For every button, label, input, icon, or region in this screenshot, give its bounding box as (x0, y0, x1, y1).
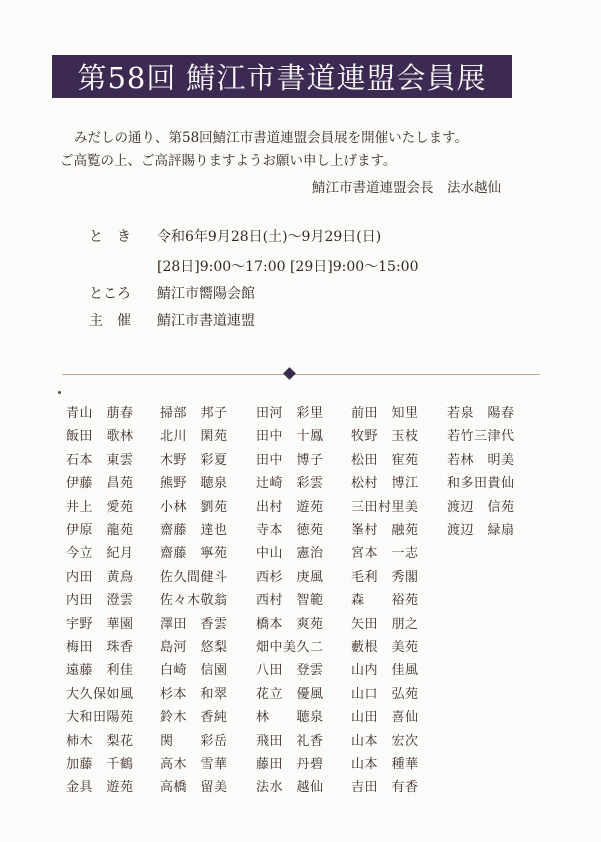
member-name: 小林 劉苑 (160, 499, 228, 515)
member-name: 飯田 歌林 (66, 429, 134, 445)
member-name: 寺本 徳苑 (256, 523, 324, 538)
member-name: 西杉 庚風 (256, 569, 324, 585)
member-name: 井上 愛苑 (66, 499, 134, 515)
member-name: 金具 遊苑 (66, 780, 134, 796)
greeting-line-2: ご高覧の上、ご高評賜りますようお願い申し上げます。 (60, 153, 397, 169)
where-label: ところ (89, 286, 131, 302)
member-name: 吉田 有香 (351, 780, 419, 796)
member-name: 八田 登雲 (256, 663, 324, 679)
when-value: 令和6年9月28日(土)～9月29日(日) (157, 229, 382, 245)
member-name: 島河 悠梨 (160, 640, 228, 655)
member-name: 松村 博江 (351, 476, 419, 492)
member-name: 宮本 一志 (351, 546, 419, 562)
member-name: 出村 遊苑 (256, 499, 324, 515)
member-name: 藪根 美苑 (351, 640, 419, 655)
divider-diamond-ornament (283, 367, 296, 380)
member-name: 飛田 礼香 (256, 733, 324, 749)
member-name: 齋藤 達也 (160, 523, 228, 538)
member-name: 田中 十鳳 (256, 429, 324, 445)
member-name: 和多田貴仙 (447, 476, 515, 492)
member-name: 佐々木敬翁 (160, 593, 228, 609)
president-signature: 鯖江市書道連盟会長 法水越仙 (312, 180, 501, 196)
member-name: 山本 種華 (351, 757, 419, 772)
member-name: 柿木 梨花 (66, 733, 134, 749)
decorative-dot (58, 391, 61, 394)
member-name: 牧野 玉枝 (351, 429, 419, 445)
member-name: 林 聴泉 (256, 710, 324, 726)
host-value: 鯖江市書道連盟 (157, 313, 255, 329)
member-name: 若林 明美 (447, 452, 515, 468)
member-name: 杉本 和翠 (160, 686, 228, 702)
member-name: 澤田 香雲 (160, 616, 228, 632)
member-name: 遠藤 利佳 (66, 663, 134, 679)
member-name: 藤田 丹碧 (256, 757, 324, 772)
member-name: 熊野 聴泉 (160, 476, 228, 492)
member-name: 白崎 信園 (160, 663, 228, 679)
where-value: 鯖江市嚮陽会館 (157, 286, 255, 302)
member-name: 若泉 陽春 (447, 406, 515, 421)
member-name: 辻崎 彩雲 (256, 476, 324, 492)
member-name: 内田 澄雲 (66, 593, 134, 609)
member-name: 橋本 爽苑 (256, 616, 324, 632)
member-name: 佐久間健斗 (160, 569, 228, 585)
member-name: 毛利 秀閣 (351, 569, 419, 585)
member-list (0, 402, 601, 802)
member-name: 内田 黄鳥 (66, 569, 134, 585)
member-name: 高橋 留美 (160, 780, 228, 796)
member-name: 大久保如風 (66, 686, 134, 702)
member-name: 梅田 珠香 (66, 640, 134, 655)
member-name: 松田 寉苑 (351, 452, 419, 468)
member-name: 大和田陽苑 (66, 710, 134, 726)
host-label: 主 催 (89, 313, 131, 329)
member-name: 齋藤 寧苑 (160, 546, 228, 562)
member-name: 前田 知里 (351, 406, 419, 421)
member-name: 山本 宏次 (351, 733, 419, 749)
greeting-line-1: みだしの通り、第58回鯖江市書道連盟会員展を開催いたします。 (74, 130, 469, 146)
member-name: 中山 憲治 (256, 546, 324, 562)
member-name: 掃部 邦子 (160, 406, 228, 421)
when-label: と き (89, 229, 131, 245)
member-name: 高木 雪華 (160, 757, 228, 772)
member-name: 法水 越仙 (256, 780, 324, 796)
member-name: 峯村 融苑 (351, 523, 419, 538)
title-banner (52, 55, 512, 98)
member-name: 関 彩岳 (160, 733, 228, 749)
member-name: 若竹三津代 (447, 429, 515, 445)
member-name: 鈴木 香純 (160, 710, 228, 726)
member-name: 青山 萠春 (66, 406, 134, 421)
member-name: 渡辺 信苑 (447, 499, 515, 515)
member-name: 木野 彩夏 (160, 452, 228, 468)
opening-hours: [28日]9:00～17:00 [29日]9:00～15:00 (157, 259, 419, 275)
exhibition-title: 第58回 鯖江市書道連盟会員展 (77, 61, 487, 95)
member-name: 今立 紀月 (66, 546, 134, 562)
member-name: 矢田 朋之 (351, 616, 419, 632)
member-name: 三田村里美 (351, 499, 419, 515)
member-name: 石本 東雲 (66, 452, 134, 468)
member-name: 田中 博子 (256, 452, 324, 468)
member-name: 畑中美久二 (256, 640, 324, 655)
member-name: 北川 閑苑 (160, 429, 228, 445)
member-name: 加藤 千鶴 (66, 757, 134, 772)
member-name: 宇野 華園 (66, 616, 134, 632)
member-name: 森 裕苑 (351, 593, 419, 609)
member-name: 山内 佳風 (351, 663, 419, 679)
section-divider (62, 374, 540, 375)
member-name: 西村 智範 (256, 593, 324, 609)
member-name: 伊藤 昌苑 (66, 476, 134, 492)
member-name: 花立 優風 (256, 686, 324, 702)
member-name: 山口 弘苑 (351, 686, 419, 702)
member-name: 伊原 龍苑 (66, 523, 134, 538)
member-name: 田河 彩里 (256, 406, 324, 421)
member-name: 渡辺 緑扇 (447, 523, 515, 538)
member-name: 山田 喜仙 (351, 710, 419, 726)
